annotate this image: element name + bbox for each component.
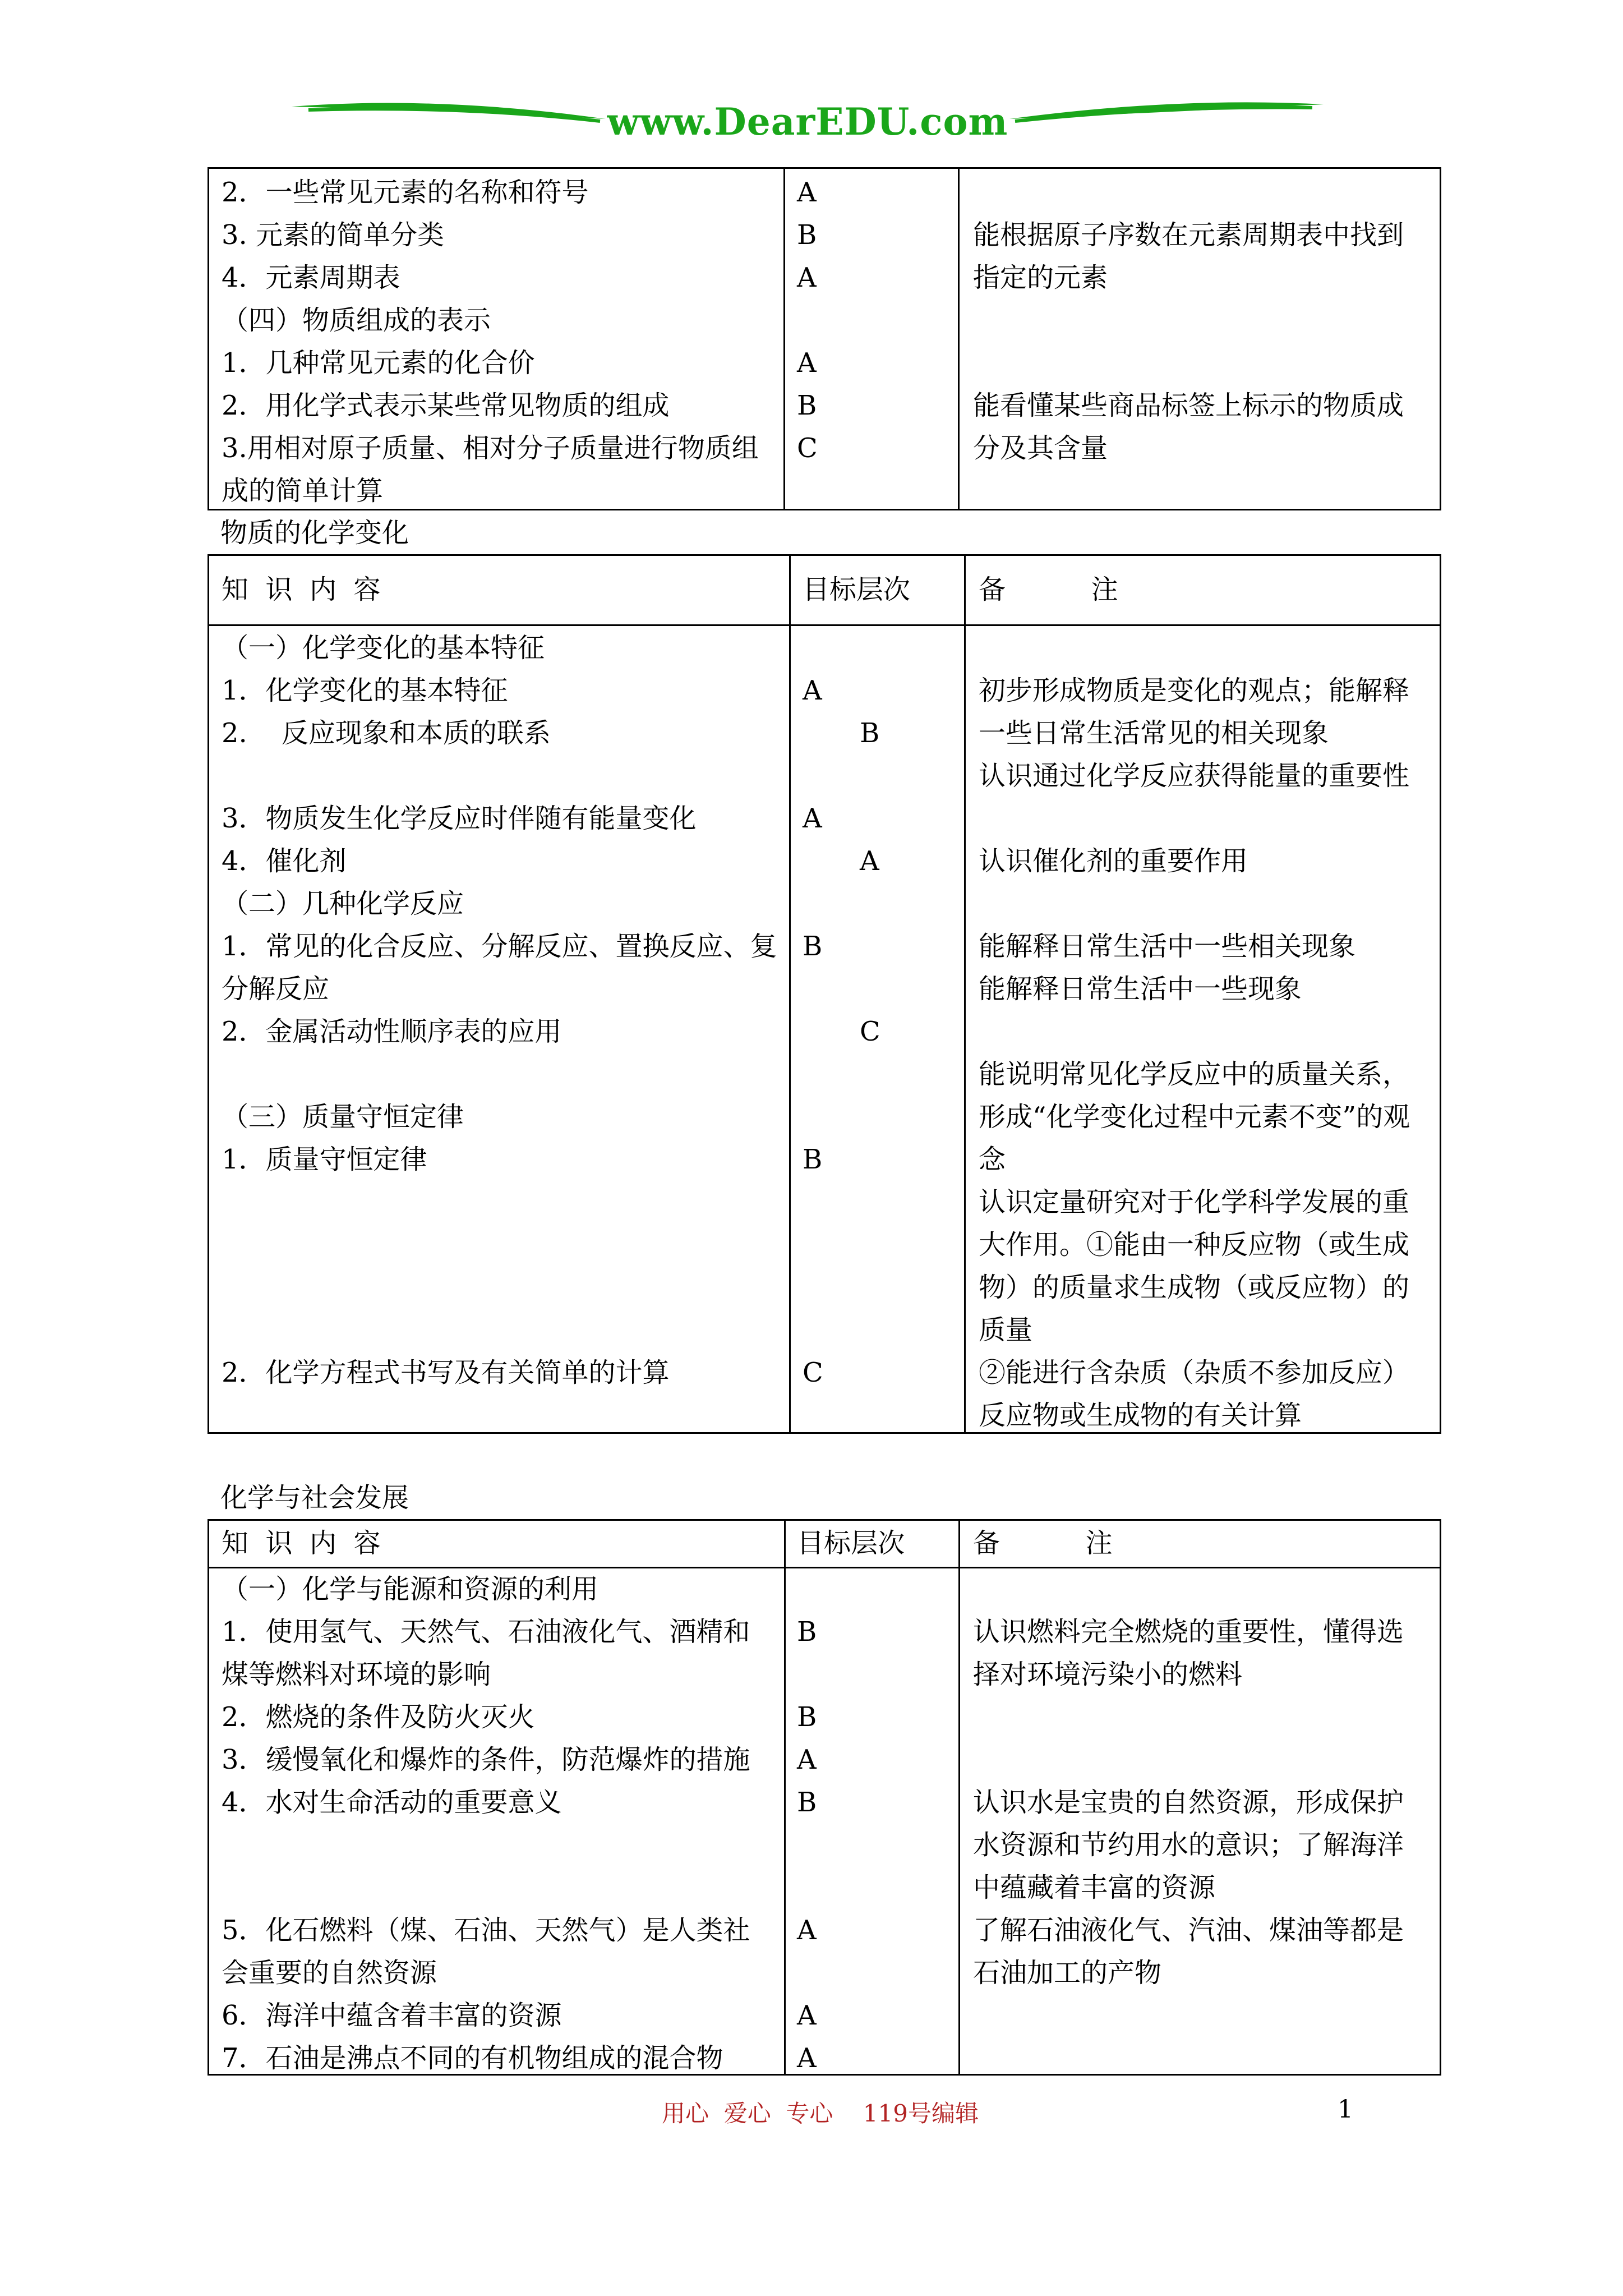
table-cell: 4．水对生命活动的重要意义 bbox=[222, 1787, 562, 1818]
column-header: 备 注 bbox=[979, 574, 1118, 605]
note-cell: 能解释日常生活中一些相关现象 bbox=[979, 931, 1356, 962]
table-composition bbox=[208, 167, 1441, 510]
section-title: 物质的化学变化 bbox=[220, 517, 409, 549]
table-cell: 2．用化学式表示某些常见物质的组成 bbox=[222, 390, 670, 421]
note-cell: 认识通过化学反应获得能量的重要性 bbox=[979, 760, 1410, 792]
note-cell: 认识定量研究对于化学科学发展的重大作用。①能由一种反应物（或生成物）的质量求生成物（或反应物）的质量 bbox=[979, 1186, 1410, 1346]
level-cell: A bbox=[803, 675, 822, 706]
note-cell: 能说明常见化学反应中的质量关系，形成“化学变化过程中元素不变”的观念 bbox=[979, 1059, 1410, 1175]
column-header: 备 注 bbox=[973, 1527, 1113, 1559]
level-cell: C bbox=[803, 1357, 823, 1388]
table-cell: 2．一些常见元素的名称和符号 bbox=[222, 177, 589, 208]
table-cell: 2．金属活动性顺序表的应用 bbox=[222, 1016, 562, 1047]
note-cell: 认识水是宝贵的自然资源，形成保护水资源和节约用水的意识；了解海洋中蕴藏着丰富的资源 bbox=[973, 1787, 1404, 1903]
note-cell: 能根据原子序数在元素周期表中找到指定的元素 bbox=[973, 219, 1404, 293]
table-cell: （三）质量守恒定律 bbox=[222, 1101, 464, 1133]
table-cell: 7．石油是沸点不同的有机物组成的混合物 bbox=[222, 2042, 723, 2074]
site-name: www.DearEDU.com bbox=[607, 100, 1008, 144]
table-cell: （四）物质组成的表示 bbox=[222, 305, 491, 336]
level-cell: A bbox=[803, 803, 822, 834]
level-cell: A bbox=[797, 262, 817, 293]
table-cell: 2．化学方程式书写及有关简单的计算 bbox=[222, 1357, 670, 1388]
table-cell: （一）化学变化的基本特征 bbox=[222, 632, 545, 664]
table-cell: 2．燃烧的条件及防火灭火 bbox=[222, 1701, 535, 1733]
level-cell: C bbox=[860, 1016, 880, 1047]
table-cell: 4．元素周期表 bbox=[222, 262, 400, 293]
table-cell: 3.用相对原子质量、相对分子质量进行物质组成的简单计算 bbox=[222, 432, 759, 507]
level-cell: B bbox=[803, 931, 823, 962]
level-cell: A bbox=[797, 2042, 817, 2074]
level-cell: B bbox=[860, 717, 880, 749]
level-cell: B bbox=[797, 219, 817, 251]
table-cell: 4．催化剂 bbox=[222, 845, 347, 877]
note-cell: 初步形成物质是变化的观点；能解释一些日常生活常见的相关现象 bbox=[979, 675, 1410, 749]
column-header: 知 识 内 容 bbox=[222, 574, 381, 605]
level-cell: B bbox=[797, 1701, 817, 1733]
table-cell: 6．海洋中蕴含着丰富的资源 bbox=[222, 2000, 562, 2031]
level-cell: A bbox=[797, 1915, 817, 1946]
note-cell: 能看懂某些商品标签上标示的物质成分及其含量 bbox=[973, 390, 1404, 464]
note-cell: ②能进行含杂质（杂质不参加反应）反应物或生成物的有关计算 bbox=[979, 1357, 1410, 1431]
table-cell: 3．缓慢氧化和爆炸的条件，防范爆炸的措施 bbox=[222, 1744, 750, 1775]
note-cell: 能解释日常生活中一些现象 bbox=[979, 973, 1302, 1005]
level-cell: B bbox=[803, 1144, 823, 1175]
note-cell: 认识燃料完全燃烧的重要性，懂得选择对环境污染小的燃料 bbox=[973, 1616, 1404, 1690]
level-cell: B bbox=[797, 390, 817, 421]
table-cell: （一）化学与能源和资源的利用 bbox=[222, 1573, 599, 1605]
table-cell: 3．物质发生化学反应时伴随有能量变化 bbox=[222, 803, 697, 834]
table-cell: 3. 元素的简单分类 bbox=[222, 219, 445, 251]
page-number: 1 bbox=[1338, 2095, 1353, 2124]
table-cell: 1．常见的化合反应、分解反应、置换反应、复分解反应 bbox=[222, 931, 777, 1005]
level-cell: A bbox=[797, 1744, 817, 1775]
level-cell: B bbox=[797, 1787, 817, 1818]
level-cell: C bbox=[797, 432, 818, 464]
level-cell: A bbox=[797, 347, 817, 379]
level-cell: A bbox=[860, 845, 879, 877]
table-cell: 5．化石燃料（煤、石油、天然气）是人类社会重要的自然资源 bbox=[222, 1915, 750, 1989]
column-header: 目标层次 bbox=[797, 1527, 905, 1559]
table-society bbox=[208, 1519, 1441, 2076]
footer-text: 用心 爱心 专心 119号编辑 bbox=[662, 2100, 979, 2127]
column-header: 知 识 内 容 bbox=[222, 1527, 381, 1559]
note-cell: 了解石油液化气、汽油、煤油等都是石油加工的产物 bbox=[973, 1915, 1404, 1989]
table-cell: 2. 反应现象和本质的联系 bbox=[222, 717, 551, 749]
note-cell: 认识催化剂的重要作用 bbox=[979, 845, 1248, 877]
level-cell: B bbox=[797, 1616, 817, 1648]
table-chemical-change bbox=[208, 554, 1441, 1434]
section-title: 化学与社会发展 bbox=[220, 1482, 409, 1513]
table-cell: 1．化学变化的基本特征 bbox=[222, 675, 508, 706]
level-cell: A bbox=[797, 177, 817, 208]
table-cell: （二）几种化学反应 bbox=[222, 888, 464, 919]
level-cell: A bbox=[797, 2000, 817, 2031]
table-cell: 1．几种常见元素的化合价 bbox=[222, 347, 535, 379]
site-header-logo bbox=[292, 90, 1324, 151]
table-cell: 1．使用氢气、天然气、石油液化气、酒精和煤等燃料对环境的影响 bbox=[222, 1616, 750, 1690]
column-header: 目标层次 bbox=[803, 574, 911, 605]
table-cell: 1．质量守恒定律 bbox=[222, 1144, 427, 1175]
